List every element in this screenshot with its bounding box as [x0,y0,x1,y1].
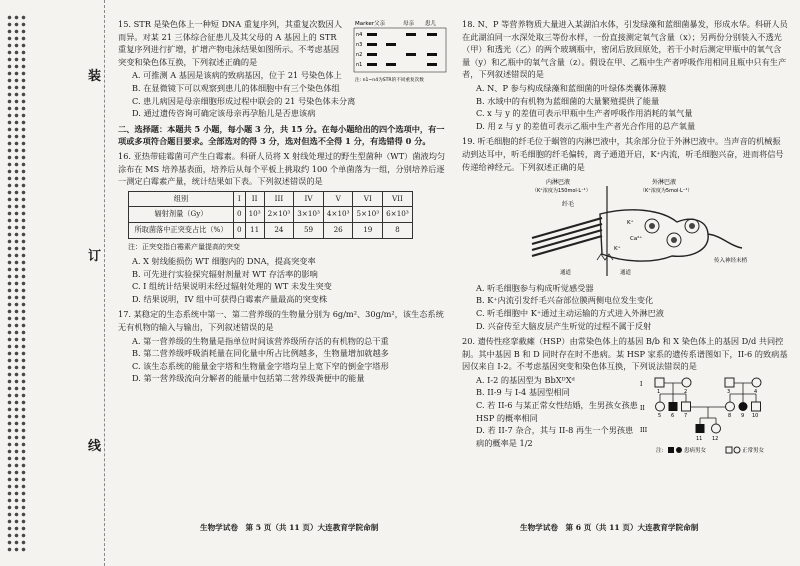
ped-label-8: 8 [728,412,732,419]
q16-option-d: D. 结果说明，IV 组中可获得白霉素产量最高的突变株 [132,293,328,304]
q16-option-c: C. I 组统计结果说明未经过辐射处理的 WT 未发生突变 [132,281,332,292]
binding-margin [0,0,36,566]
legend-normal: 正常男女 [742,447,765,454]
q16-option-b: B. 可先进行实验探究辐射剂量对 WT 存活率的影响 [132,268,318,279]
table-cell: 5×10³ [353,207,383,223]
outer-lymph-label: 外淋巴液 [652,179,677,187]
q20-option-b: B. II-9 与 I-4 基因型相同 [476,387,570,398]
table-cell: IV [294,191,324,207]
table-cell: III [264,191,294,207]
q15-option-d: D. 通过遗传咨询可确定该母亲再孕胎儿是否患该病 [132,108,316,119]
q17-option-c: C. 该生态系统的能量金字塔和生物量金字塔均呈上宽下窄的倒金字塔形 [132,360,389,371]
q19-option-a: A. 听毛细胞参与构成听觉感受器 [476,282,594,293]
q18-option-c: C. x 与 y 的差值可表示甲瓶中生产者呼吸作用消耗的氧气量 [476,108,693,119]
q20-option-a: A. I-2 的基因型为 BbXᴰXᵈ [476,374,575,385]
q17-stem: 17. 某稳定的生态系统中第一、第二营养级的生物量分别为 6g/m²、30g/m²，该生态系统无有机物的输入与输出，下列叙述错误的是 [118,309,444,333]
table-cell: 24 [264,222,294,238]
table-cell: 8 [383,222,413,238]
radiation-table [128,191,413,239]
q20-option-c: C. 若 II-6 与某正常女性结婚，生男孩女孩患 HSP 的概率相同 [476,400,638,423]
q17-option-a: A. 第一营养级的生物量是指单位时间该营养级所存活的有机物的总干重 [132,335,389,346]
k-ion-label-2: K⁺ [614,246,621,253]
table-row [129,222,413,238]
table-cell: 59 [294,222,324,238]
table-cell: 19 [353,222,383,238]
q15-block [118,18,448,95]
q20-stem: 20. 遗传性痉挛截瘫（HSP）由常染色体上的基因 B/b 和 X 染色体上的基因 D/d 共同控制。其中基因 B 和 D 同时存在时不患病。某 HSP 家系的遗传系谱图如下，II-6 的致病基因仅来自 I-2。不考虑基因突变和染色体互换，下列说法错误的是 [462,336,788,372]
str-lane-n3: n3 [356,42,363,48]
table-cell: V [323,191,353,207]
table-cell: I [234,191,246,207]
table-cell: II [245,191,264,207]
page-5 [118,18,448,385]
hair-cell-diagram [502,176,762,276]
table-cell: 11 [245,222,264,238]
gen-label-ii: II [640,404,645,412]
channel-label-1: 通道 [560,270,572,277]
q19-option-d: D. 兴奋传至大脑皮层产生听觉的过程不属于反射 [476,320,652,331]
legend-affected: 患病男女 [684,447,707,454]
q15-option-c: C. 患儿病因是母亲细胞形成过程中联会的 21 号染色体未分离 [132,95,356,106]
str-lane-n2: n2 [356,52,363,58]
pedigree-chart [638,374,788,456]
q16-table-note: 注：正突变指白霉素产量提高的突变 [128,242,240,251]
q15-stem: 15. STR 是染色体上一种短 DNA 重复序列，其重复次数因人而异。对某 21 三体综合征患儿及其父母的 A 基因上的 STR 重复序列进行扩增，扩增产物电泳结果如图所示。不考虑基因突变和染色体互换，下列叙述正确的是 [118,19,343,67]
str-header-mother: 母亲 [403,21,415,27]
str-lane-n1: n1 [356,62,363,68]
ped-label-3: 3 [727,388,731,395]
table-header-row [129,191,413,207]
binding-char-xian: 线 [88,439,102,454]
str-header-marker-father: Marker父亲 [355,21,386,27]
q15-option-a: A. 可推测 A 基因是该病的致病基因，位于 21 号染色体上 [132,70,342,81]
table-cell: 6×10³ [383,207,413,223]
gen-label-i: I [640,380,643,388]
page-6-footer: 生物学试卷 第 6 页（共 11 页）大连教育学院命制 [520,523,699,532]
q20-option-d: D. 若 II-7 杂合，其与 II-8 再生一个男孩患病的概率是 1/2 [476,425,634,448]
ped-label-4: 4 [754,388,758,395]
q19-option-b: B. K⁺内流引发纤毛兴奋部位膜两侧电位发生变化 [476,295,654,306]
ped-label-5: 5 [658,412,662,419]
ped-label-9: 9 [741,412,745,419]
channel-label-2: 通道 [620,270,632,277]
table-cell: 26 [323,222,353,238]
q16-stem: 16. 亚热带硅霉菌可产生白霉素。科研人员将 X 射线处理过的野生型菌种（WT）菌液均匀涂布在 MS 培养基表面，培养后从每个平板上挑取约 100 个单菌落为一组，分别培养后逐一测定白霉素产量，统计结果如下表。下列叙述错误的是 [118,150,446,187]
inner-lymph-label: 内淋巴液 [546,179,571,187]
q20-block [462,374,788,456]
str-figure-note: 注: n1~n4为STR的不同重复次数 [355,78,424,83]
table-row [129,207,413,223]
table-cell: 4×10³ [323,207,353,223]
table-cell: VI [353,191,383,207]
ped-label-11: 11 [696,435,703,442]
q18-option-a: A. N、P 参与构成绿藻和蓝细菌的叶绿体类囊体薄膜 [476,82,667,93]
gen-label-iii: III [640,426,648,434]
binding-char-ding: 订 [88,249,102,264]
binding-line [104,0,105,566]
k-ion-label: K⁺ [627,220,634,227]
q17-option-b: B. 第二营养级呼吸消耗量在同化量中所占比例越多，生物量增加就越多 [132,348,389,359]
q19-option-c: C. 听毛细胞中 K⁺通过主动运输的方式进入外淋巴液 [476,307,664,318]
q18-option-b: B. 水域中的有机物为蓝细菌的大量繁殖提供了能量 [476,95,660,106]
table-cell: 10³ [245,207,264,223]
ped-label-7: 7 [684,412,688,419]
str-lane-n4: n4 [356,32,363,38]
ca-ion-label: Ca²⁺ [630,236,643,243]
page-5-footer: 生物学试卷 第 5 页（共 11 页）大连教育学院命制 [200,523,379,532]
legend-prefix: 注: [656,447,664,454]
q18-option-d: D. 用 z 与 y 的差值可表示乙瓶中生产者光合作用的总产氧量 [476,120,696,131]
table-cell: 所取菌落中正突变占比（%） [129,222,234,238]
ped-label-6: 6 [671,412,675,419]
str-header-child: 患儿 [425,21,437,27]
table-cell: VII [383,191,413,207]
inner-lymph-conc: （K⁺浓度为150mol·L⁻¹） [532,188,591,195]
ped-label-12: 12 [712,435,719,442]
cilia-label: 纤毛 [562,201,575,209]
page-6 [462,18,788,456]
q17-option-d: D. 第一营养级流向分解者的能量中包括第二营养级粪便中的能量 [132,373,365,384]
q15-option-b: B. 在显微镜下可以观察到患儿的体细胞中有三个染色体组 [132,82,340,93]
afferent-nerve-label: 传入神经末梢 [714,258,748,265]
table-cell: 2×10³ [264,207,294,223]
table-cell: 0 [234,222,246,238]
table-cell: 组别 [129,191,234,207]
table-cell: 0 [234,207,246,223]
binding-holes [6,14,28,554]
table-cell: 辐射剂量（Gy） [129,207,234,223]
q19-stem: 19. 听毛细胞的纤毛位于蜗管的内淋巴液中，其余部分位于外淋巴液中。当声音的机械振动到达耳中，听毛细胞的纤毛偏转，离子通道开启，K⁺内流，听毛细胞兴奋，进而将信号传递给神经元。下列叙述正确的是 [462,136,784,172]
str-electrophoresis-figure [353,18,448,84]
ped-label-2: 2 [684,388,688,395]
binding-char-zhuang: 装 [88,69,102,84]
section-2-heading: 二、选择题：本题共 5 小题，每小题 3 分，共 15 分。在每小题给出的四个选项中，有一项或多项符合题目要求。全部选对的得 3 分，选对但选不全得 1 分，有选错得 0 分。 [118,123,445,147]
ped-label-10: 10 [752,412,759,419]
table-cell: 3×10³ [294,207,324,223]
ped-label-1: 1 [657,388,661,395]
outer-lymph-conc: （K⁺浓度为5mol·L⁻¹） [640,188,693,195]
q16-option-a: A. X 射线能损伤 WT 细胞内的 DNA，提高突变率 [132,256,316,267]
q18-stem: 18. N、P 等营养物质大量进入某湖泊水体，引发绿藻和蓝细菌暴发，形成水华。科研人员在此湖泊同一水深处取三等份水样，一份直接测定氧气含量（x）；另两份分别装入不透光（甲）和透光（乙）的两个玻璃瓶中，密闭后放回原处，若干小时后测定甲瓶中的氧气含量（y）和乙瓶中的氧气含量（z）。假设在甲、乙瓶中生产者呼吸作用相同且瓶中只有生产者，下列叙述错误的是 [462,19,788,80]
